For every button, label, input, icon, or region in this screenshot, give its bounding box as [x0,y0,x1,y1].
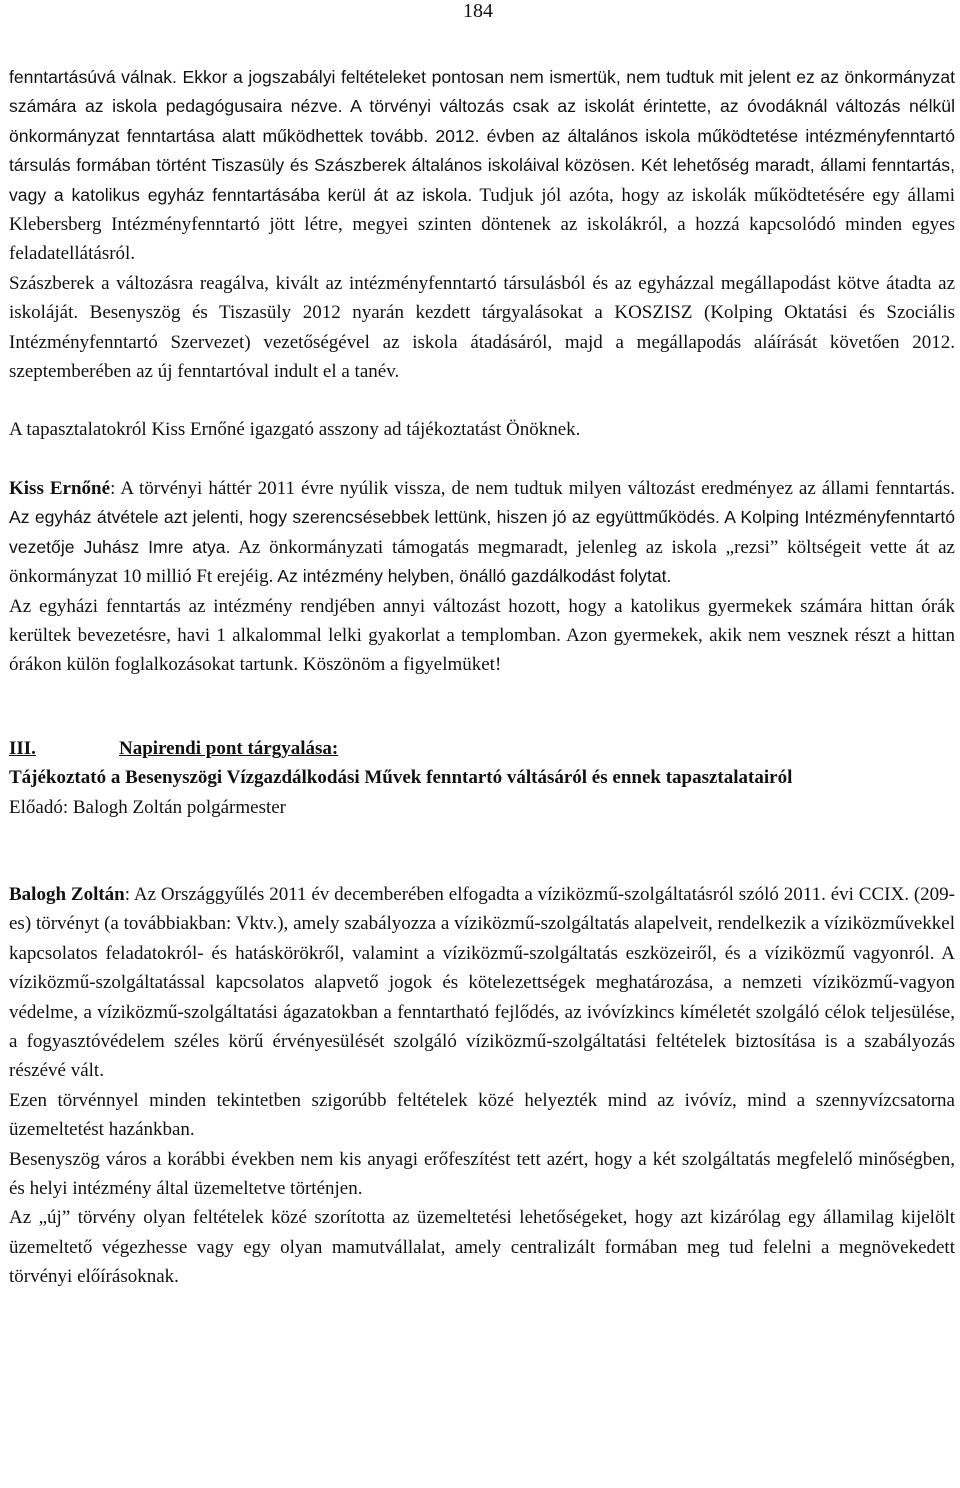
agenda-presenter: Előadó: Balogh Zoltán polgármester [9,796,287,818]
paragraph-balogh-town: Besenyszög város a korábbi években nem kis anyagi erőfeszítést tett azért, hogy a két szolgáltatás megfelelő minőségben, és helyi intézmény által üzemeltetve történjen. [9,1148,955,1199]
text-run: évben az általános iskola működtetése intézményfenntartó társulás formában történt Tiszasüly és Szászberek általános iskoláival közösen. Két lehetőség maradt, állami fenntartás, vagy a katolikus egyház fenntartásába kerül át az iskola. [9,125,955,205]
agenda-subject: Tájékoztató a Besenyszögi Vízgazdálkodási Művek fenntartó váltásáról és ennek tapasztalatairól [9,767,793,789]
text-run: Az intézmény helyben, önálló gazdálkodást folytat. [273,566,672,587]
agenda-title: Napirendi pont tárgyalása: [119,737,339,759]
text-run: Azon gyermekek, akik nem vesznek részt a hittan órákon külön foglalkozásokat tartunk. Köszönöm a figyelmüket! [9,624,955,676]
paragraph-school-history [9,63,955,269]
text-run: Besenyszög és Tiszasüly 2012 nyarán kezdett tárgyalásokat a KOSZISZ (Kolping Oktatási és Szociális Intézményfenntartó Szervezet) vezetőségével az iskola átadásáról, majd a megállapodás aláírását követően 2012. szeptemberében az új fenntartóval indult el a tanév. [9,302,955,383]
paragraph-kiss-religion [9,592,955,680]
paragraph-intro: A tapasztalatokról Kiss Ernőné igazgató asszony ad tájékoztatást Önöknek. [9,419,581,441]
page-number: 184 [463,0,493,22]
text-run: : Az Országgyűlés 2011 év decemberében elfogadta a víziközmű-szolgáltatásról szóló 2011. évi CCIX. (209-es) törvényt (a továbbiakban: Vktv.), amely szabályozza a víziközmű-szolgáltatás alapelveit, rendelkezik a víziközművekkel kapcsolatos feladatokról- és hatáskörökről, valamint a víziközmű-szolgáltatás eszközeiről, és a víziközmű vagyonról. [9,883,955,964]
speaker-name: Balogh Zoltán [9,883,125,905]
text-run: Az egyház átvétele azt jelenti, hogy szerencsésebbek lettünk, hiszen jó az együttműködés. A Kolping Intézményfenntartó vezetője Juhász Imre atya. [9,507,955,557]
paragraph-balogh-new-law: Az „új” törvény olyan feltételek közé szorította az üzemeltetési lehetőségeket, hogy azt kizárólag egy államilag kijelölt üzemeltető végezhesse vagy egy olyan mamutvállalat, amely centralizált formában meg tud felelni a megnövekedett törvényi előírásoknak. [9,1207,955,1288]
text-run: Tudjuk jól azóta, hogy az iskolák működtetésére egy állami Klebersberg Intézményfenntartó jött létre, megyei szinten döntenek az iskolákról, a hozzá kapcsolódó minden egyes feladatellátásról. [9,184,955,265]
text-run: Szászberek a változásra reagálva, kivált az intézményfenntartó társulásból és az egyházzal megállapodást kötve átadta az iskoláját. [9,272,955,324]
paragraph-szaszberek [9,269,955,387]
agenda-number: III. [9,737,36,759]
text-run: A víziközmű-szolgáltatással kapcsolatos alapvető jogok és kötelezettségek meghatározása, a nemzeti víziközmű-vagyon védelme, a víziközmű-szolgáltatási ágazatokban a fenntartható fejlődés, az ivóvízkincs kíméletét szolgáló célok teljesülése, a fogyasztóvédelem széles körű érvényesülését szolgáló víziközmű-szolgáltatási feltételek biztosítása is a szabályozás részévé vált. [9,942,955,1082]
paragraph-balogh-statement [9,880,955,1086]
paragraph-kiss-statement [9,474,955,592]
document-body [9,63,955,1292]
text-run: Az egyházi fenntartás az intézmény rendjében annyi változást hozott, hogy a katolikus gyermekek számára hittan órák kerültek bevezetésre, havi 1 alkalommal lelki gyakorlat a templomban. [9,595,955,646]
text-run: fenntartásúvá válnak. Ekkor a jogszabályi feltételeket pontosan nem ismertük, nem tudtuk mit jelent ez az önkormányzat számára az iskola pedagógusaira nézve. A törvényi változás csak az iskolát érintette, az óvodáknál változás nélkül önkormányzat fenntartása alatt működhettek tovább. 2012. [9,67,955,146]
speaker-name: Kiss Ernőné [9,477,111,499]
paragraph-balogh-law: Ezen törvénnyel minden tekintetben szigorúbb feltételek közé helyezték mind az ivóvíz, mind a szennyvízcsatorna üzemeltetést hazánkban. [9,1089,955,1141]
text-run: Az önkormányzati támogatás megmaradt, jelenleg az iskola „rezsi” költségeit vette át az önkormányzat 10 millió Ft erejéig. [9,536,955,588]
text-run: : A törvényi háttér 2011 évre nyúlik vissza, de nem tudtuk milyen változást eredményez az állami fenntartás. [110,477,955,499]
agenda-heading [9,734,955,763]
